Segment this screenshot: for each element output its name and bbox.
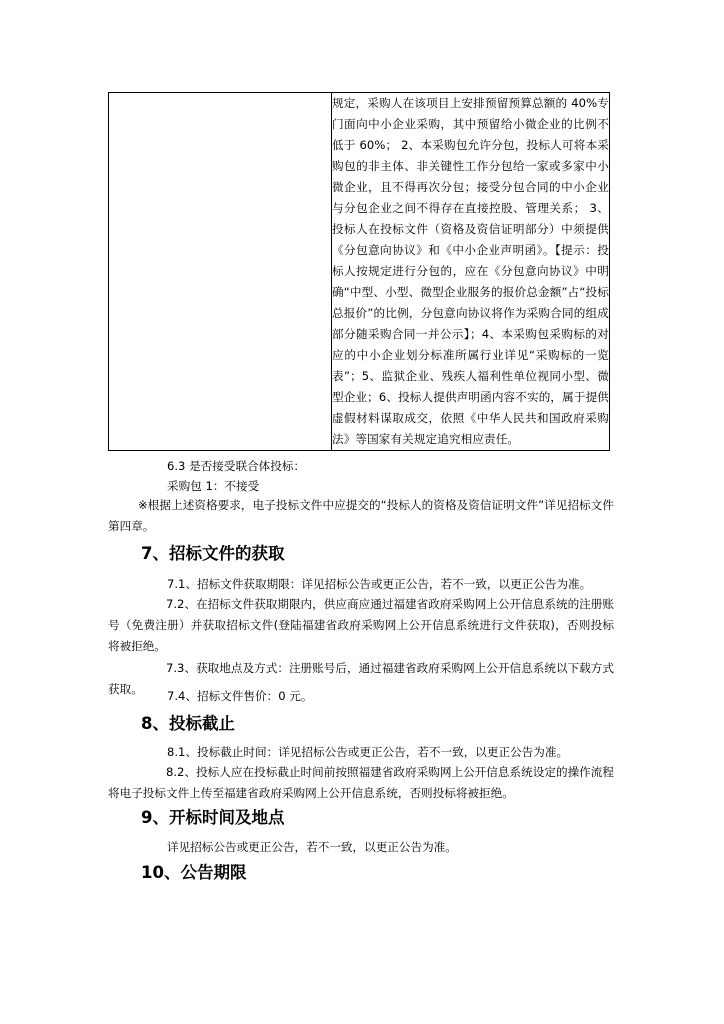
table-right-cell: [332, 93, 610, 451]
section-7-4: 7.4、招标文件售价：0 元。: [167, 689, 313, 703]
sme-policy-text: 规定，采购人在该项目上安排预留预算总额的 40%专门面向中小企业采购，其中预留给小微企业的比例不低于 60%； 2、本采购包允许分包，投标人可将本采购包的非主体、非关键性工作分包给一家或多家中小微企业，且不得再次分包；接受分包合同的中小企业与分包企业之间不得存在直接控股、管理关系； 3、投标人在投标文件（资格及资信证明部分）中须提供《分包意向协议》和《中小企业声明函》。【提示：投标人按规定进行分包的，应在《分包意向协议》中明确“中型、小型、微型企业服务的报价总金额”占“投标总报价”的比例，分包意向协议将作为采购合同的组成部分随采购合同一并公示】；4、本采购包采购标的对应的中小企业划分标准所属行业详见“采购标的一览表”；5、监狱企业、残疾人福利性单位视同小型、微型企业；6、投标人提供声明函内容不实的，属于提供虚假材料谋取成交，依照《中华人民共和国政府采购法》等国家有关规定追究相应责任。: [332, 96, 609, 446]
table-row: [109, 93, 610, 451]
section-8-1: 8.1、投标截止时间：详见招标公告或更正公告，若不一致，以更正公告为准。: [167, 745, 569, 759]
section-9-heading: 9、开标时间及地点: [141, 808, 285, 827]
consortium-question: 6.3 是否接受联合体投标：: [167, 459, 306, 473]
section-7-heading: 7、招标文件的获取: [141, 544, 285, 563]
section-8-2: 8.2、投标人应在投标截止时间前按照福建省政府采购网上公开信息系统设定的操作流程将电子投标文件上传至福建省政府采购网上公开信息系统，否则投标将被拒绝。: [108, 765, 614, 800]
consortium-answer: 采购包 1：不接受: [167, 479, 260, 493]
section-7-2: 7.2、在招标文件获取期限内，供应商应通过福建省政府采购网上公开信息系统的注册账号（免费注册）并获取招标文件(登陆福建省政府采购网上公开信息系统进行文件获取)，否则投标将被拒绝。: [108, 597, 614, 653]
qualification-note: ※根据上述资格要求，电子投标文件中应提交的“投标人的资格及资信证明文件”详见招标文件第四章。: [108, 498, 614, 533]
section-9-1: 详见招标公告或更正公告，若不一致，以更正公告为准。: [167, 840, 457, 854]
section-7-3: 7.3、获取地点及方式：注册账号后，通过福建省政府采购网上公开信息系统以下载方式获取。: [108, 661, 614, 696]
section-8-heading: 8、投标截止: [141, 714, 235, 733]
table-left-cell: [109, 93, 332, 451]
section-7-1: 7.1、招标文件获取期限：详见招标公告或更正公告，若不一致，以更正公告为准。: [167, 577, 592, 591]
section-10-heading: 10、公告期限: [141, 863, 247, 882]
qualification-table: [108, 92, 610, 451]
